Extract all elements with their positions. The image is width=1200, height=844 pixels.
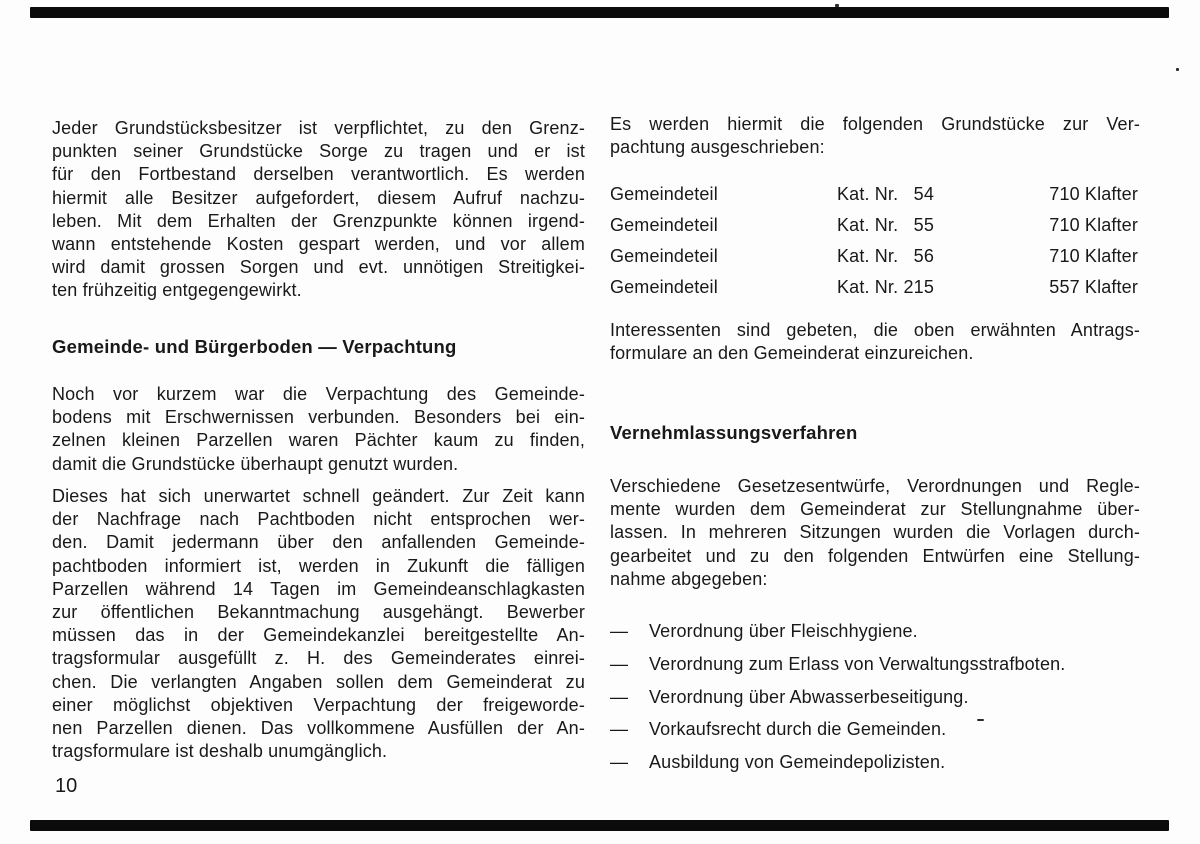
vernehmlassung-paragraph: Verschiedene Gesetzesentwürfe, Verordnungen und Regle- mente wurden dem Gemeinderat zur Stellungnahme über- lassen. In mehreren Sitzungen wurden die Vorlagen durch- gearbeitet und zu den folgenden Entwürfen eine Stellung- nahme abgegeben: <box>610 476 1140 589</box>
list-item-text: Ausbildung von Gemeindepolizisten. <box>649 752 946 772</box>
kat-label: Kat. Nr. <box>837 184 899 204</box>
heading-vernehmlassung: Vernehmlassungsverfahren <box>610 422 858 443</box>
table-cell-kat <box>837 214 934 237</box>
top-rule <box>30 7 1169 18</box>
dash-bullet: — <box>610 752 629 772</box>
heading-verpachtung: Gemeinde- und Bürgerboden — Verpachtung <box>52 336 457 357</box>
kat-number: 55 <box>913 215 934 235</box>
page-number: 10 <box>55 775 78 797</box>
table-cell-kat <box>837 183 934 206</box>
list-item-text: Verordnung über Abwasserbeseitigung. <box>649 687 969 707</box>
scan-speck <box>835 4 839 7</box>
paragraph-grenzpunkte: Jeder Grundstücksbesitzer ist verpflichtet, zu den Grenz- punkten seiner Grundstücke Sorge zu tragen und er ist für den Fortbestand derselben verantwortlich. Es werden hiermit alle Besitzer aufgefordert, diesem Aufruf nachzu- leben. Mit dem Erhalten der Grenzpunkte können irgend- wann entstehende Kosten gespart werden, und vor allem wird damit grossen Sorgen und evt. unnötigen Streitigkei- ten frühzeitig entgegengewirkt. <box>52 118 585 301</box>
table-cell-part: Gemeindeteil <box>610 246 718 266</box>
table-cell-area: 710 Klafter <box>1049 246 1138 266</box>
kat-number: 54 <box>913 184 934 204</box>
table-cell-kat <box>837 245 934 268</box>
list-item-text: Vorkaufsrecht durch die Gemeinden. <box>649 719 947 739</box>
kat-number: 215 <box>903 277 934 297</box>
list-item <box>610 686 1140 709</box>
dash-bullet: — <box>610 654 629 674</box>
kat-number: 56 <box>913 246 934 266</box>
kat-label: Kat. Nr. <box>837 277 899 297</box>
list-item <box>610 653 1140 676</box>
list-item-text: Verordnung zum Erlass von Verwaltungsstrafboten. <box>649 654 1066 674</box>
list-item <box>610 620 1140 643</box>
table-row <box>610 183 1140 206</box>
paragraph-verpachtung-2: Dieses hat sich unerwartet schnell geändert. Zur Zeit kann der Nachfrage nach Pachtboden nicht entsprochen wer- den. Damit jedermann über den anfallenden Gemeinde- pachtboden informiert ist, werden in Zukunft die fälligen Parzellen während 14 Tagen im Gemeindeanschlagkasten zur öffentlichen Bekanntmachung ausgehängt. Bewerber müssen das in der Gemeindekanzlei bereitgestellte An- tragsformular ausgefüllt z. H. des Gemeinderates einrei- chen. Die verlangten Angaben sollen dem Gemeinderat zu einer möglichst objektiven Verpachtung der freigeworde- nen Parzellen dienen. Das vollkommene Ausfüllen der An- tragsformulare ist deshalb unumgänglich. <box>52 486 585 762</box>
dash-bullet: — <box>610 621 629 641</box>
table-row <box>610 245 1140 268</box>
kat-label: Kat. Nr. <box>837 246 899 266</box>
intro-paragraph: Es werden hiermit die folgenden Grundstücke zur Ver- pachtung ausgeschrieben: <box>610 114 1140 158</box>
dash-bullet: — <box>610 719 629 739</box>
table-cell-kat <box>837 276 934 299</box>
paragraph-verpachtung-1: Noch vor kurzem war die Verpachtung des Gemeinde- bodens mit Erschwernissen verbunden. Besonders bei ein- zelnen kleinen Parzellen waren Pächter kaum zu finden, damit die Grundstücke überhaupt genutzt wurden. <box>52 384 585 474</box>
table-cell-part: Gemeindeteil <box>610 184 718 204</box>
list-item-text: Verordnung über Fleischhygiene. <box>649 621 918 641</box>
dash-bullet: — <box>610 687 629 707</box>
table-cell-part: Gemeindeteil <box>610 215 718 235</box>
table-cell-area: 710 Klafter <box>1049 215 1138 235</box>
list-item <box>610 751 1140 774</box>
list-item <box>610 718 1140 741</box>
scan-speck <box>1176 68 1179 71</box>
note-paragraph: Interessenten sind gebeten, die oben erwähnten Antrags- formulare an den Gemeinderat einzureichen. <box>610 320 1140 364</box>
table-cell-part: Gemeindeteil <box>610 277 718 297</box>
table-cell-area: 710 Klafter <box>1049 184 1138 204</box>
kat-label: Kat. Nr. <box>837 215 899 235</box>
table-row <box>610 276 1140 299</box>
bottom-rule <box>30 820 1169 831</box>
table-row <box>610 214 1140 237</box>
table-cell-area: 557 Klafter <box>1049 277 1138 297</box>
